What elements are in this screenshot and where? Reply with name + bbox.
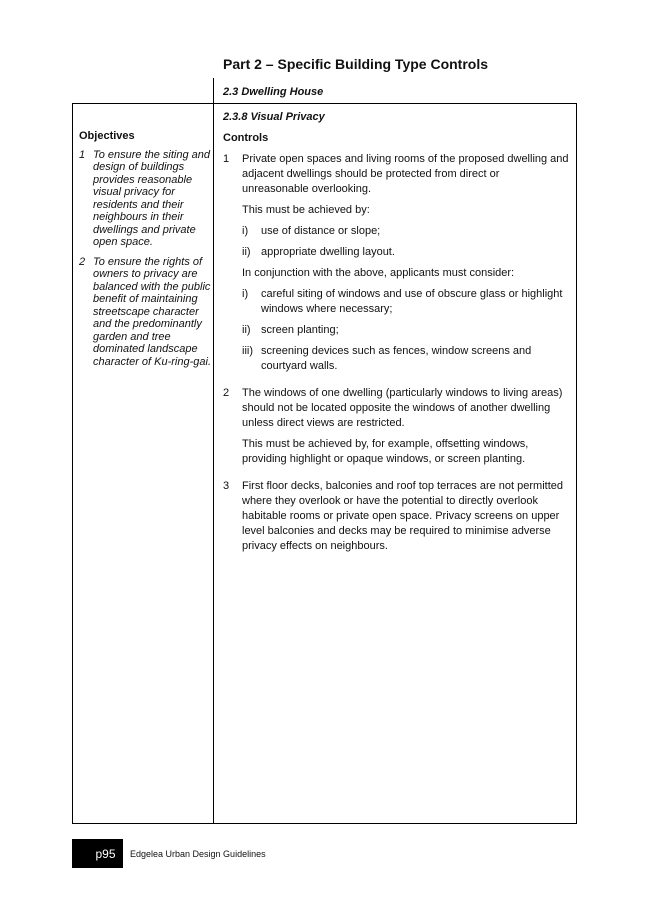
column-divider	[213, 103, 214, 824]
objective-item	[79, 256, 211, 369]
control-text: Private open spaces and living rooms of the proposed dwelling and adjacent dwellings should be protected from direct or unreasonable overlooking.	[242, 153, 569, 195]
control-number: 1	[223, 153, 230, 165]
header-divider-line	[213, 78, 214, 104]
control-paragraph: This must be achieved by, for example, offsetting windows, providing highlight or opaque windows, or screen planting.	[242, 438, 529, 465]
objective-text: To ensure the siting and design of buildings provides reasonable visual privacy for residents and their neighbours in their dwellings and private open space.	[93, 148, 211, 248]
objectives-heading: Objectives	[79, 130, 135, 142]
controls-column	[223, 110, 569, 566]
objective-text: To ensure the rights of owners to privacy are balanced with the public benefit of maintaining streetscape character and the predominantly garden and tree dominated landscape character of Ku-ring-gai.	[93, 255, 211, 368]
page-number-badge: p95	[72, 839, 123, 868]
sub-list-text: appropriate dwelling layout.	[261, 246, 395, 258]
control-number: 3	[223, 480, 230, 492]
control-text: The windows of one dwelling (particularly windows to living areas) should not be located opposite the windows of another dwelling unless direct views are restricted.	[242, 387, 563, 429]
control-number: 2	[223, 387, 230, 399]
sub-list-item	[242, 245, 569, 260]
section-title: 2.3 Dwelling House	[223, 86, 324, 98]
control-paragraph: This must be achieved by:	[242, 204, 370, 216]
control-item	[223, 479, 569, 560]
objective-number: 1	[79, 148, 86, 161]
roman-numeral: i)	[242, 225, 249, 237]
control-paragraph: In conjunction with the above, applicants must consider:	[242, 267, 515, 279]
control-text: First floor decks, balconies and roof top terraces are not permitted where they overlook or have the potential to directly overlook habitable rooms or private open space. Privacy screens on upper level balconies and decks may be required to minimise adverse privacy effects on neighbours.	[242, 480, 563, 552]
control-item	[223, 386, 569, 473]
sub-list-text: screening devices such as fences, window screens and courtyard walls.	[261, 345, 532, 372]
footer-document-title: Edgelea Urban Design Guidelines	[130, 849, 266, 859]
sub-list-item	[242, 287, 569, 317]
roman-numeral: iii)	[242, 345, 253, 357]
controls-heading: Controls	[223, 132, 269, 144]
sub-list-item	[242, 344, 569, 374]
control-item	[223, 152, 569, 380]
sub-list-text: careful siting of windows and use of obscure glass or highlight windows where necessary;	[261, 288, 563, 315]
roman-numeral: i)	[242, 288, 249, 300]
objectives-column	[79, 130, 211, 375]
sub-list-item	[242, 224, 569, 239]
sub-list-text: screen planting;	[261, 324, 339, 336]
sub-list-item	[242, 323, 569, 338]
roman-numeral: ii)	[242, 324, 251, 336]
roman-numeral: ii)	[242, 246, 251, 258]
subsection-title: 2.3.8 Visual Privacy	[223, 111, 325, 123]
page-title: Part 2 – Specific Building Type Controls	[223, 56, 489, 72]
objective-item	[79, 149, 211, 249]
sub-list-text: use of distance or slope;	[261, 225, 381, 237]
objective-number: 2	[79, 255, 86, 268]
